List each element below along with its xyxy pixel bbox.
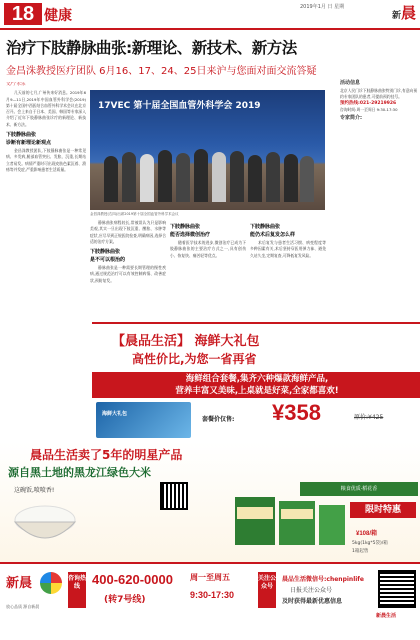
rice-banner: 粮食优质·稻花香 — [300, 482, 418, 496]
rice-price: ¥108/箱 — [356, 531, 378, 537]
hotline-label: 预约热线: — [340, 101, 360, 106]
seafood-original-price: 原价:¥425 — [354, 414, 384, 421]
conference-photo — [90, 90, 325, 210]
paragraph: 几天前的七月,广州传来好消息。2019年6月9—11日,2019年中国血管外科学会(2019)第十届全国中西医结合血管外科学术会议在北京召开。会上来自于日本、美国、韩国等专家深入介绍了近年下肢静脉曲张诊疗的新理论、新技术、新方法。 — [6, 90, 86, 127]
section-title: 健康 — [44, 8, 72, 24]
hotline-number: 021-29219926 — [359, 101, 397, 106]
seafood-price: ¥358 — [272, 400, 321, 425]
rice-ad-subtitle: 源自黑土地的黑龙江绿色大米 — [8, 466, 151, 479]
limited-offer-badge: 限时特惠 — [350, 502, 416, 518]
offer-text: 及时获得最新优惠信息 — [282, 598, 343, 605]
seafood-ad-band: 海鲜组合套餐,集齐六种爆款海鲜产品, 营养丰富又美味,上桌就是好菜,全家都喜欢! — [92, 372, 420, 398]
rice-bowl-icon — [10, 482, 80, 552]
footer-week: 周一至周五 — [190, 573, 230, 582]
subheading: 下肢静脉曲张 能仍术后复发怎么样 — [250, 224, 296, 238]
byline: 文/宁永乐 — [6, 82, 26, 87]
photo-caption: 金昌洙教授(右四)出席2019第十届全国血管外科学术会议 — [90, 212, 179, 216]
rice-packages-image — [235, 487, 345, 547]
subheading: 下肢静脉曲张 诊断有新理论新观点 — [6, 132, 52, 147]
seafood-ad[interactable] — [92, 322, 420, 440]
footer-ext: (转7号线) — [104, 595, 146, 605]
issue-date: 2019年1月 日 星期 — [300, 4, 345, 10]
follow-text: 日报关注公众号 — [290, 587, 333, 594]
footer-right-logo: 新晨生活 — [376, 613, 397, 619]
page-number: 18 — [4, 3, 42, 25]
subheading: 下肢静脉曲张 是不可以根治的 — [90, 249, 126, 264]
subheading: 下肢静脉曲张 能否选择微创治疗 — [170, 224, 211, 238]
brand-logo-icon — [40, 572, 62, 594]
footer-qr-code[interactable] — [378, 570, 416, 608]
article-column-4 — [250, 220, 326, 320]
consult-time: 咨询时间:周一至周日 9:30-17:30 — [340, 107, 398, 112]
article-column-2 — [90, 220, 166, 320]
svg-text:这碗饭,喷喷香!: 这碗饭,喷喷香! — [14, 487, 55, 494]
footer-time: 9:30-17:30 — [190, 590, 235, 600]
article-subtitle: 金昌洙教授医疗团队 6月16、17、24、25日来沪与您面对面交流答疑 — [6, 66, 317, 77]
price-label: 套餐价仅售: — [202, 416, 235, 423]
article-column-1 — [6, 82, 86, 322]
footer-tagline: 放心品质 源自新晨 — [6, 604, 40, 609]
paragraph: 金昌洙教授团队,下肢静脉曲张是一种常见病、多发病,腿部血管突出、发胀、沉重,长期站立者易发。病情严重时可出现皮肤色素沉着、溃疡等并发症,严重影响患者生活质量。 — [6, 148, 86, 172]
rice-min-order: 1箱起售 — [352, 549, 369, 554]
footer-logo: 新晨 — [6, 576, 33, 591]
sidebar-heading: 活动信息 — [340, 80, 361, 86]
paragraph: 静脉曲张是一种需要长期管理的慢性疾病,通过规范治疗可以有效控制病情、改善症状,预防复发。 — [90, 265, 166, 283]
footer — [0, 562, 420, 640]
article-column-3 — [170, 220, 246, 320]
page-header — [0, 0, 420, 30]
footer-phone[interactable]: 400-620-0000 — [92, 572, 173, 587]
sidebar-text: 北京人民门诊下肢静脉曲张特别门诊,有意向预约专家团队的患者,可提前预约挂号。 — [340, 88, 418, 99]
expert-heading: 专家简介: — [340, 115, 362, 121]
rice-spec: 5kg(1kg*5袋)/箱 — [352, 541, 388, 546]
hotline-tag: 咨询热线 — [68, 572, 86, 608]
people-group — [100, 142, 315, 202]
seafood-ad-subtitle: 高性价比,为您一省再省 — [132, 352, 257, 366]
seafood-gift-box: 海鲜大礼包 — [96, 402, 191, 438]
stage-banner-text: 17VEC 第十届全国血管外科学会 2019 — [98, 101, 261, 111]
seafood-ad-title: 【晨品生活】 海鲜大礼包 — [112, 334, 260, 349]
article-headline: 治疗下肢静脉曲张:新理论、新技术、新方法 — [6, 39, 297, 57]
qr-code[interactable] — [160, 482, 188, 510]
paragraph: 随着医学技术的进步,微创治疗已成为下肢静脉曲张的主要治疗方式之一,具有创伤小、恢复快、痛苦轻等优点。 — [170, 240, 246, 258]
newspaper-logo: 新晨 — [391, 4, 416, 22]
rice-ad[interactable] — [0, 442, 420, 562]
wechat-id: 晨品生活微信号:chenpinlife — [282, 576, 364, 583]
rice-ad-title: 晨品生活卖了5年的明星产品 — [30, 448, 183, 462]
follow-tag: 关注公众号 — [258, 572, 276, 608]
paragraph: 静脉曲张病程较长,常被误认为只是影响美观,其实一旦出现下肢沉重、酸胀、水肿等症状,应尽早到正规医院检查,明确病因,选择合适的治疗方案。 — [90, 220, 166, 244]
paragraph: 术后复发与患者生活习惯、病变程度等多种因素有关,术后坚持穿医用弹力袜、避免久站久坐,定期复查,可降低复发风险。 — [250, 240, 326, 258]
